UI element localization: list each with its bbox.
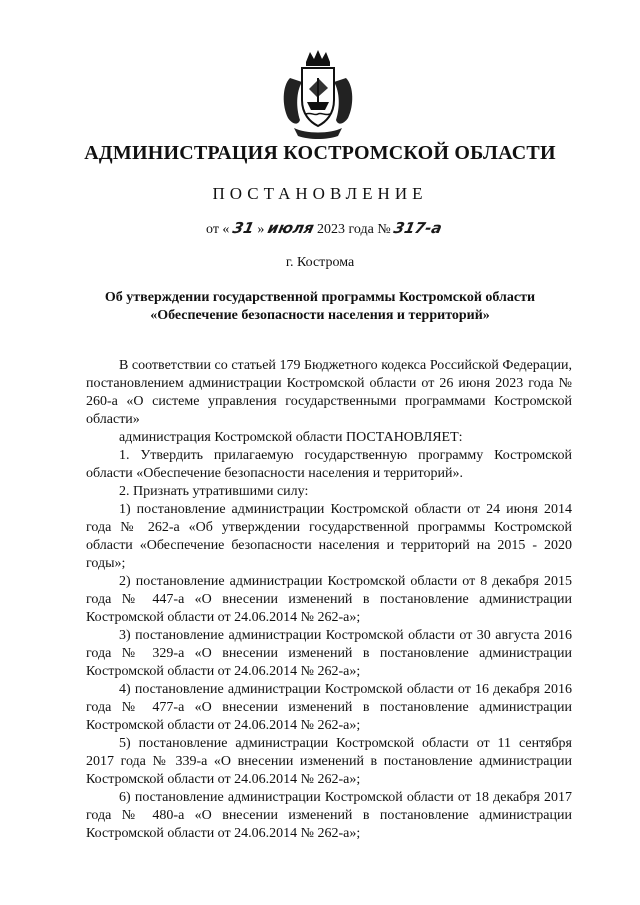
date-year: 2023 года № bbox=[317, 222, 391, 237]
document-title bbox=[60, 289, 580, 325]
place-of-issue: г. Кострома bbox=[285, 255, 355, 270]
paragraph-subitem-4: 4) постановление администрации Костромской области от 16 декабря 2016 года № 477-а «О внесении изменений в постановление администрации Костромской области от 24.06.2014 № 262-а»; bbox=[86, 682, 572, 733]
title-line-2: «Обеспечение безопасности населения и территорий» bbox=[150, 308, 490, 323]
paragraph-subitem-5: 5) постановление администрации Костромской области от 11 сентября 2017 года № 339-а «О внесении изменений в постановление администрации Костромской области от 24.06.2014 № 262-а»; bbox=[86, 736, 572, 787]
date-month: июля bbox=[265, 219, 316, 237]
date-prefix: от « bbox=[206, 222, 230, 237]
document-type: ПОСТАНОВЛЕНИЕ bbox=[212, 184, 428, 203]
coat-of-arms-icon bbox=[276, 48, 360, 140]
date-mid: » bbox=[257, 222, 265, 237]
document-number: 317-а bbox=[392, 219, 444, 237]
paragraph-preamble: В соответствии со статьей 179 Бюджетного кодекса Российской Федерации, постановлением администрации Костромской области от 26 июня 2023 года № 260-а «О системе управления государственными программами Костромской области» bbox=[86, 358, 572, 427]
date-day: 31 bbox=[231, 219, 256, 237]
paragraph-resolves: администрация Костромской области ПОСТАНОВЛЯЕТ: bbox=[119, 430, 463, 445]
title-line-1: Об утверждении государственной программы Костромской области bbox=[104, 290, 536, 305]
paragraph-subitem-1: 1) постановление администрации Костромской области от 24 июня 2014 года № 262-а «Об утверждении государственной программы Костромской области «Обеспечение безопасности населения и территорий на 2015 - 2020 годы»; bbox=[86, 502, 572, 571]
document-body bbox=[86, 357, 572, 843]
paragraph-subitem-6: 6) постановление администрации Костромской области от 18 декабря 2017 года № 480-а «О внесении изменений в постановление администрации Костромской области от 24.06.2014 № 262-а»; bbox=[86, 790, 572, 841]
paragraph-subitem-2: 2) постановление администрации Костромской области от 8 декабря 2015 года № 447-а «О внесении изменений в постановление администрации Костромской области от 24.06.2014 № 262-а»; bbox=[86, 574, 572, 625]
date-line bbox=[206, 219, 442, 238]
organization-name: АДМИНИСТРАЦИЯ КОСТРОМСКОЙ ОБЛАСТИ bbox=[84, 142, 556, 164]
paragraph-item-2: 2. Признать утратившими силу: bbox=[119, 484, 309, 499]
paragraph-item-1: 1. Утвердить прилагаемую государственную программу Костромской области «Обеспечение безопасности населения и территорий». bbox=[86, 448, 572, 481]
paragraph-subitem-3: 3) постановление администрации Костромской области от 30 августа 2016 года № 329-а «О внесении изменений в постановление администрации Костромской области от 24.06.2014 № 262-а»; bbox=[86, 628, 572, 679]
